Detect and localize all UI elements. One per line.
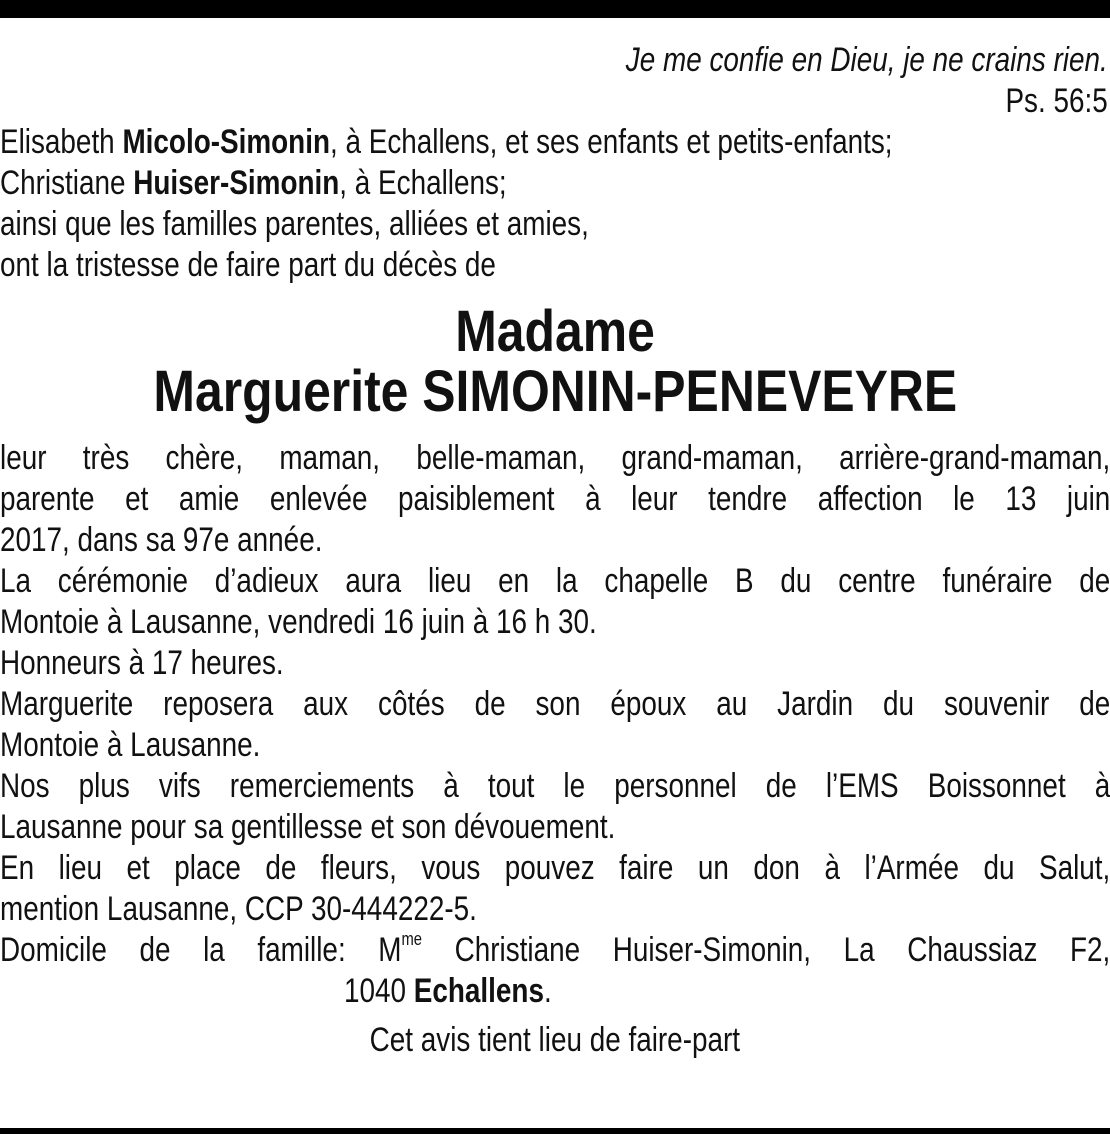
footer-note: Cet avis tient lieu de faire-part <box>369 1021 741 1059</box>
body-paragraph-5: Nos plus vifs remerciements à tout le personnel de l’EMS Boissonnet à Lausanne pour sa gentillesse et son dévouement. <box>0 767 1110 846</box>
top-border <box>0 0 1110 18</box>
family-line-2: Christiane Huiser-Simonin, à Echallens; <box>0 164 507 202</box>
body-paragraph-6: En lieu et place de fleurs, vous pouvez faire un don à l’Armée du Salut, mention Lausanne, CCP 30-444222-5. <box>0 849 1110 928</box>
body-paragraph-1: leur très chère, maman, belle-maman, grand-maman, arrière-grand-maman, parente et amie enlevée paisiblement à leur tendre affection le 13 juin 2017, dans sa 97e année. <box>0 439 1110 559</box>
family-line-1: Elisabeth Micolo-Simonin, à Echallens, et ses enfants et petits-enfants; <box>0 123 893 161</box>
family-line-4: ont la tristesse de faire part du décès de <box>0 246 496 284</box>
deceased-name: Marguerite SIMONIN-PENEVEYRE <box>153 359 957 424</box>
body-paragraph-3: Honneurs à 17 heures. <box>0 644 284 682</box>
deceased-title: Madame <box>455 299 655 364</box>
family-domicile: Domicile de la famille: $M^{me}$ Christiane Huiser-Simonin, La Chaussiaz F2, <box>0 928 1110 969</box>
bottom-border <box>0 1128 1110 1134</box>
epigraph-reference: Ps. 56:5 <box>1005 82 1108 120</box>
family-line-3: ainsi que les familles parentes, alliées et amies, <box>0 205 589 243</box>
obituary-notice <box>0 40 1110 1061</box>
family-domicile-town: 1040 Echallens. <box>344 972 552 1010</box>
body-paragraph-2: La cérémonie d’adieux aura lieu en la chapelle B du centre funéraire de Montoie à Lausanne, vendredi 16 juin à 16 h 30. <box>0 562 1110 641</box>
epigraph-quote: Je me confie en Dieu, je ne crains rien. <box>626 41 1108 79</box>
body-paragraph-4: Marguerite reposera aux côtés de son époux au Jardin du souvenir de Montoie à Lausanne. <box>0 685 1110 764</box>
